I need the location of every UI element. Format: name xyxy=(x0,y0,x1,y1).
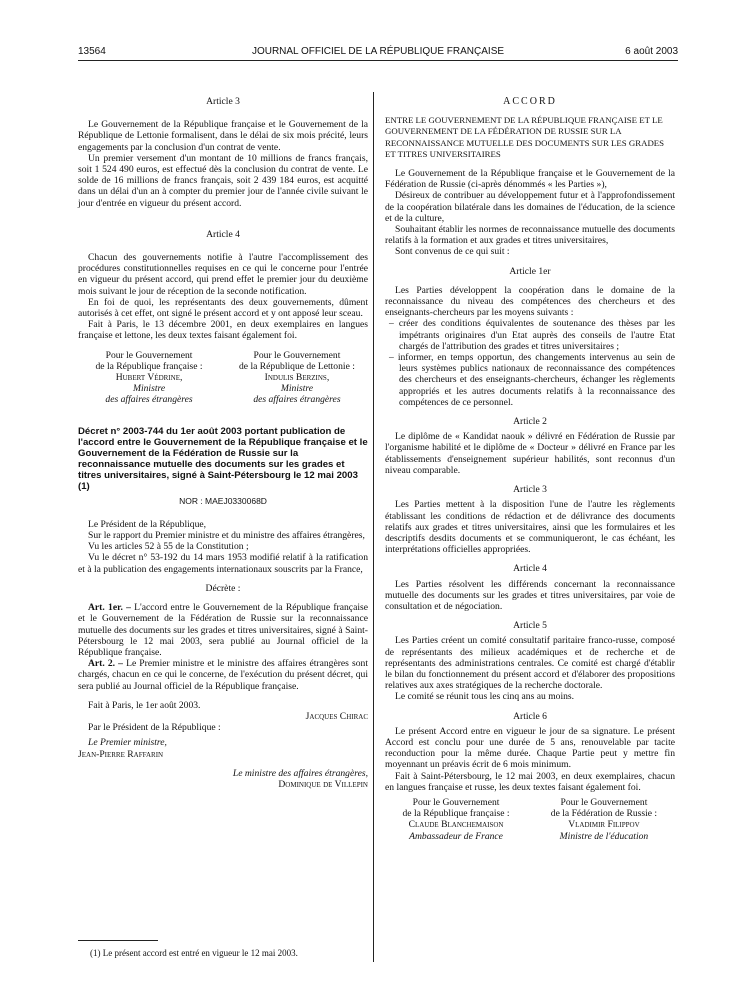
signature-date: Fait à Paris, le 1er août 2003. xyxy=(88,699,201,711)
sig-line: de la République de Lettonie : xyxy=(239,360,355,372)
paragraph: Le diplôme de « Kandidat naouk » délivré en Fédération de Russie par l'organisme habilité et le diplôme de « Docteur » délivré en France par les établissements d'enseignement supérieur habilités, sont reconnus d'un niveau comparable. xyxy=(385,431,675,476)
paragraph: Le Gouvernement de la République française et le Gouvernement de la République de Lettonie formalisent, dans le délai de six mois précité, leurs engagements par la conclusion d'un contrat de vente. xyxy=(78,119,368,153)
pm-title: Le Premier ministre, xyxy=(88,737,167,749)
paragraph: Les Parties mettent à la disposition l'une de l'autre les règlements établissant les conditions de rédaction et de délivrance des documents relatifs aux grades et titres universitaires, ainsi que les formulaires et les descriptifs desdits documents et se communiqueront, le cas échéant, les interprétations officielles appropriées. xyxy=(385,499,675,556)
foreign-minister-name: Dominique de Villepin xyxy=(278,778,368,790)
page-number: 13564 xyxy=(78,46,106,57)
paragraph: Les Parties développent la coopération dans le domaine de la reconnaissance du niveau des compétences des chercheurs et des enseignants-chercheurs par les moyens suivants : xyxy=(385,284,675,319)
signatory-title: Ministre xyxy=(280,383,314,395)
sig-line: Pour le Gouvernement xyxy=(560,796,648,808)
paragraph: Fait à Paris, le 13 décembre 2001, en deux exemplaires en langues française et lettone, les deux textes faisant également foi. xyxy=(78,319,368,342)
right-column xyxy=(385,96,675,842)
paragraph: Le comité se réunit tous les cinq ans au moins. xyxy=(395,691,575,703)
paragraph: Vu les articles 52 à 55 de la Constitution ; xyxy=(88,541,249,553)
article-label: Art. 2. – xyxy=(88,658,123,670)
article-text: Le Premier ministre et le ministre des affaires étrangères sont chargés, chacun en ce qui le concerne, de l'exécution du présent décret, qui sera publié au Journal officiel de la République française. xyxy=(78,658,368,692)
paragraph: Chacun des gouvernements notifie à l'autre l'accomplissement des procédures constitutionnelles requises en ce qui le concerne pour l'entrée en vigueur du présent accord, qui prend effet le premier jour du deuxième mois suivant le jour de réception de la seconde notification. xyxy=(78,252,368,297)
article-4-title: Article 4 xyxy=(206,228,240,240)
article-label: Art. 1er. – xyxy=(88,602,131,614)
article-title: Article 5 xyxy=(513,620,547,632)
article-title: Article 4 xyxy=(513,563,547,575)
by-president: Par le Président de la République : xyxy=(88,722,221,734)
decree-title: Décret n° 2003-744 du 1er août 2003 portant publication de l'accord entre le Gouvernement de la République française et le Gouvernement de la Fédération de Russie sur la reconnaissance mutuelle des documents sur les grades et titres universitaires, signé à Saint-Pétersbourg le 12 mai 2003 (1) xyxy=(78,425,368,492)
paragraph: Désireux de contribuer au développement futur et à l'approfondissement de la coopération bilatérale dans les domaines de l'éducation, de la science et de la culture, xyxy=(385,190,675,224)
paragraph: Les Parties créent un comité consultatif paritaire franco-russe, composé de représentants des milieux académiques et de recherche et de représentants des administrations centrales. Ce comité est chargé d'établir le bilan du fonctionnement du présent accord et d'élaborer des propositions relatives aux axes stratégiques de la recherche doctorale. xyxy=(385,635,675,692)
signatory-name: Claude Blanchemaison xyxy=(408,819,504,831)
sig-line: Pour le Gouvernement xyxy=(412,796,500,808)
paragraph: Un premier versement d'un montant de 10 millions de francs français, soit 1 524 490 euros, est effectué dès la conclusion du contrat de vente. Le solde de 16 millions de francs français, soit 2 439 184 euros, est acquitté dans un délai d'un an à compter du premier jour de l'année civile suivant le jour d'entrée en vigueur du présent accord. xyxy=(78,152,368,209)
left-column xyxy=(78,96,368,790)
decrete-label: Décrète : xyxy=(205,582,241,594)
sig-line: Pour le Gouvernement xyxy=(105,349,193,361)
decree-article-1 xyxy=(78,602,368,658)
sig-line: de la République française : xyxy=(402,808,510,820)
signatory-title: des affaires étrangères xyxy=(253,394,341,406)
sig-line: de la République française : xyxy=(95,360,203,372)
paragraph: Le présent Accord entre en vigueur le jour de sa signature. Le présent Accord est conclu pour une durée de 5 ans, renouvelable par tacite reconduction pour la même durée. Chaque Partie peut y mettre fin moyennant un préavis écrit de 6 mois minimum. xyxy=(385,725,675,771)
accord-heading: ACCORD xyxy=(503,96,557,107)
article-title: Article 6 xyxy=(513,710,547,722)
article-title: Article 2 xyxy=(513,416,547,428)
paragraph: Sont convenus de ce qui suit : xyxy=(395,246,510,258)
sig-line: Pour le Gouvernement xyxy=(253,349,341,361)
paragraph: Les Parties résolvent les différends concernant la reconnaissance mutuelle des documents sur les grades et titres universitaires, par voie de consultation et de négociation. xyxy=(385,578,675,612)
decree-article-2 xyxy=(78,658,368,692)
header-rule xyxy=(78,60,678,61)
article-text: L'accord entre le Gouvernement de la République française et le Gouvernement de la Fédération de Russie sur la reconnaissance mutuelle des documents sur les grades et titres universitaires, signé à Saint-Pétersbourg le 12 mai 2003, sera publié au Journal officiel de la République française. xyxy=(78,602,368,658)
paragraph: Fait à Saint-Pétersbourg, le 12 mai 2003, en deux exemplaires, chacun en langues française et russe, les deux textes faisant également foi. xyxy=(385,770,675,793)
signatory-title: Ministre de l'éducation xyxy=(559,830,649,842)
paragraph: En foi de quoi, les représentants des deux gouvernements, dûment autorisés à cet effet, ont signé le présent accord et y ont apposé leur sceau. xyxy=(78,296,368,320)
list-item: – créer des conditions équivalentes de soutenance des thèses par les impétrants originaires d'un Etat auprès des conseils de l'autre Etat chargés de l'attribution des grades et titres universitaires ; xyxy=(389,318,675,352)
paragraph: Vu le décret n° 53-192 du 14 mars 1953 modifié relatif à la ratification et à la publication des engagements internationaux souscrits par la France, xyxy=(78,552,368,575)
footnote: (1) Le présent accord est entré en vigueur le 12 mai 2003. xyxy=(90,948,298,958)
paragraph: Le Président de la République, xyxy=(88,518,207,530)
signatory-title: Ministre xyxy=(132,383,166,395)
paragraph: Souhaitant établir les normes de reconnaissance mutuelle des documents relatifs à la formation et aux grades et titres universitaires, xyxy=(385,224,675,247)
signatory-name: Hubert Védrine, xyxy=(115,372,183,384)
article-title: Article 3 xyxy=(513,484,547,496)
article-3-title: Article 3 xyxy=(206,96,240,107)
accord-title: ENTRE LE GOUVERNEMENT DE LA RÉPUBLIQUE FRANÇAISE ET LE GOUVERNEMENT DE LA FÉDÉRATION DE RUSSIE SUR LA RECONNAISSANCE MUTUELLE DES DOCUMENTS SUR LES GRADES ET TITRES UNIVERSITAIRES xyxy=(385,115,665,159)
signature-block xyxy=(385,797,675,842)
issue-date: 6 août 2003 xyxy=(625,46,678,57)
paragraph: Sur le rapport du Premier ministre et du ministre des affaires étrangères, xyxy=(88,530,365,542)
signatory-title: des affaires étrangères xyxy=(105,394,193,406)
nor-reference: NOR : MAEJ0330068D xyxy=(179,495,267,506)
footnote-rule xyxy=(78,940,158,941)
president-name: Jacques Chirac xyxy=(305,710,368,722)
journal-title: JOURNAL OFFICIEL DE LA RÉPUBLIQUE FRANÇAISE xyxy=(251,46,505,57)
paragraph: Le Gouvernement de la République française et le Gouvernement de la Fédération de Russie (ci-après dénommés « les Parties »), xyxy=(385,168,675,191)
article-title: Article 1er xyxy=(509,265,551,277)
sig-line: de la Fédération de Russie : xyxy=(550,808,658,820)
column-divider xyxy=(373,92,374,962)
signatory-title: Ambassadeur de France xyxy=(409,830,503,842)
signatory-name: Vladimir Filippov xyxy=(568,819,640,831)
pm-name: Jean-Pierre Raffarin xyxy=(78,748,164,760)
signatory-name: Indulis Berzins, xyxy=(264,372,330,384)
signature-block xyxy=(78,350,368,406)
list-item: – informer, en temps opportun, des changements intervenus au sein de leurs systèmes publics nationaux de reconnaissance des compétences des chercheurs et des enseignants-chercheurs, échanger les règlements appropriés et les autres documents relatifs à la reconnaissance des compétences de ce personnel. xyxy=(389,352,675,408)
foreign-minister-title: Le ministre des affaires étrangères, xyxy=(232,767,368,779)
